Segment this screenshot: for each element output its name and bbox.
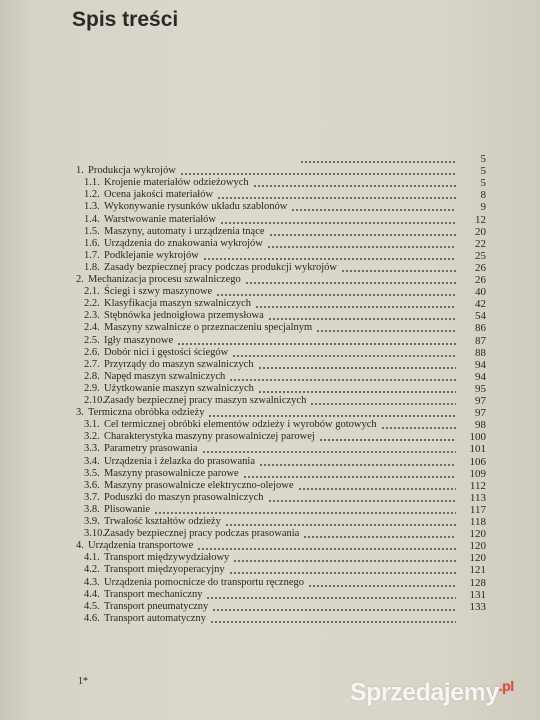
toc-entry xyxy=(0,589,540,601)
toc-entry xyxy=(0,201,540,213)
signature-mark: 1* xyxy=(78,676,88,687)
toc-entry xyxy=(0,419,540,431)
toc-entry xyxy=(0,347,540,359)
toc-entry-number: 4.2. xyxy=(84,564,100,576)
dot-leader xyxy=(217,197,456,199)
toc-entry-title: Cel termicznej obróbki elementów odzieży i wyrobów gotowych xyxy=(104,419,377,431)
dot-leader xyxy=(177,343,456,345)
toc-entry-page: 106 xyxy=(469,455,486,468)
toc-entry-title: Parametry prasowania xyxy=(104,443,198,455)
dot-leader xyxy=(258,367,456,369)
toc-entry-number: 2.10. xyxy=(84,395,105,406)
dot-leader xyxy=(258,391,456,393)
toc-entry-title: Urządzenia do znakowania wykrojów xyxy=(104,237,263,249)
toc-entry xyxy=(0,238,540,250)
dot-leader xyxy=(259,464,456,466)
toc-entry-page: 25 xyxy=(475,249,486,262)
toc-entry xyxy=(0,528,540,540)
toc-entry-number: 3.2. xyxy=(84,431,100,443)
toc-entry xyxy=(0,189,540,201)
toc-entry-number: 4.4. xyxy=(84,588,100,600)
dot-leader xyxy=(255,306,456,308)
toc-entry-title: Urządzenia transportowe xyxy=(88,540,194,552)
dot-leader xyxy=(232,355,456,357)
toc-entry xyxy=(0,577,540,589)
dot-leader xyxy=(203,258,456,260)
toc-entry xyxy=(0,456,540,468)
dot-leader xyxy=(210,621,456,623)
toc-entry-title: Transport pneumatyczny xyxy=(104,600,209,612)
dot-leader xyxy=(154,512,456,514)
toc-entry xyxy=(0,516,540,528)
toc-entry-number: 2.9. xyxy=(84,382,100,394)
toc-entry xyxy=(0,480,540,492)
toc-entry-page: 128 xyxy=(469,576,486,589)
toc-entry-title: Napęd maszyn szwalniczych xyxy=(104,370,226,382)
toc-entry-page: 5 xyxy=(480,177,486,190)
toc-entry-title: Maszyny prasowalnicze elektryczno-olejowe xyxy=(104,479,294,491)
toc-entry-number: 4.5. xyxy=(84,600,100,612)
toc-entry-page: 118 xyxy=(469,516,486,528)
dot-leader xyxy=(197,548,456,550)
toc-entry-number: 2.2. xyxy=(84,298,100,310)
dot-leader xyxy=(303,536,456,538)
toc-entry-page: 94 xyxy=(475,370,486,383)
toc-entry-title: Stębnówka jednoigłowa przemysłowa xyxy=(104,310,264,322)
toc-entry-page: 113 xyxy=(469,491,486,504)
dot-leader xyxy=(245,282,456,284)
toc-entry xyxy=(0,310,540,322)
toc-entry-number: 4.6. xyxy=(84,612,100,624)
dot-leader xyxy=(229,572,456,574)
toc-entry xyxy=(0,286,540,298)
toc-entry xyxy=(0,359,540,371)
toc-entry-page: 40 xyxy=(475,286,486,299)
dot-leader xyxy=(212,609,456,611)
toc-entry xyxy=(0,407,540,419)
toc-entry-title: Maszyny prasowalnicze parowe xyxy=(104,467,239,479)
toc-entry-number: 4. xyxy=(76,540,84,552)
toc-entry-page: 97 xyxy=(475,407,486,420)
toc-entry-page: 87 xyxy=(475,334,486,347)
toc-entry-page: 133 xyxy=(469,600,486,613)
dot-leader xyxy=(319,439,456,441)
toc-entry-number: 1.1. xyxy=(84,177,100,189)
toc-entry-page: 109 xyxy=(469,467,486,480)
toc-entry-title: Ściegi i szwy maszynowe xyxy=(104,286,213,298)
toc-entry-title: Produkcja wykrojów xyxy=(88,165,176,177)
toc-entry xyxy=(0,540,540,552)
toc-entry-page: 54 xyxy=(475,310,486,323)
dot-leader xyxy=(202,451,456,453)
toc-entry-page: 9 xyxy=(480,201,486,214)
toc-entry xyxy=(0,214,540,226)
toc-entry-title: Klasyfikacja maszyn szwalniczych xyxy=(104,298,251,310)
toc-entry-number: 2.8. xyxy=(84,370,100,382)
toc-entry-page: 120 xyxy=(469,540,486,553)
dot-leader xyxy=(216,294,456,296)
toc-entry-page: 88 xyxy=(475,346,486,359)
toc-entry xyxy=(0,504,540,516)
toc-entry xyxy=(0,153,540,165)
toc-entry-title: Warstwowanie materiałów xyxy=(104,213,216,225)
dot-leader xyxy=(180,173,456,175)
toc-entry-number: 2.3. xyxy=(84,310,100,322)
toc-entry-title: Urządzenia i żelazka do prasowania xyxy=(104,455,255,467)
toc-entry-number: 3. xyxy=(76,407,84,419)
toc-entry xyxy=(0,492,540,504)
toc-entry-page: 120 xyxy=(469,528,486,541)
dot-leader xyxy=(229,379,456,381)
toc-entry-number: 3.3. xyxy=(84,443,100,455)
toc-entry-title: Maszyny szwalnicze o przeznaczeniu specjalnym xyxy=(104,322,313,334)
toc-entry-title: Ocena jakości materiałów xyxy=(104,189,214,201)
toc-entry xyxy=(0,395,540,407)
watermark-suffix: .pl xyxy=(498,678,514,694)
toc-entry xyxy=(0,601,540,613)
toc-entry xyxy=(0,165,540,177)
toc-entry-page: 5 xyxy=(480,165,486,178)
toc-entry-page: 12 xyxy=(475,213,486,226)
dot-leader xyxy=(233,560,456,562)
toc-entry-title: Trwałość kształtów odzieży xyxy=(104,516,221,527)
toc-entry-title: Charakterystyka maszyny prasowalniczej parowej xyxy=(104,431,315,443)
dot-leader xyxy=(341,270,456,272)
toc-entry-number: 3.10. xyxy=(84,528,105,540)
toc-entry-page: 98 xyxy=(475,419,486,432)
toc-entry-title: Podklejanie wykrojów xyxy=(104,249,199,261)
toc-entry-title: Transport międzywydziałowy xyxy=(104,552,230,564)
toc-entry-number: 3.5. xyxy=(84,467,100,479)
toc-entry-title: Zasady bezpiecznej pracy maszyn szwalniczych xyxy=(104,395,307,406)
toc-entry-page: 112 xyxy=(469,479,486,492)
toc-entry-number: 3.9. xyxy=(84,516,100,527)
toc-entry-page: 26 xyxy=(475,274,486,286)
toc-entry-page: 131 xyxy=(469,588,486,601)
toc-entry-title: Transport międzyoperacyjny xyxy=(104,564,225,576)
toc-entry-title: Igły maszynowe xyxy=(104,334,174,346)
toc-entry-number: 1.5. xyxy=(84,225,100,237)
toc-entry xyxy=(0,226,540,238)
dot-leader xyxy=(206,597,456,599)
toc-entry-page: 42 xyxy=(475,298,486,311)
toc-entry xyxy=(0,443,540,455)
toc-entry-number: 2.7. xyxy=(84,358,100,370)
toc-entry-page: 95 xyxy=(475,382,486,395)
toc-entry-number: 1.2. xyxy=(84,189,100,201)
dot-leader xyxy=(208,415,456,417)
toc-entry-number: 4.3. xyxy=(84,576,100,588)
toc-entry-page: 101 xyxy=(469,443,486,456)
toc-entry-number: 3.8. xyxy=(84,503,100,515)
dot-leader xyxy=(300,161,456,163)
toc-entry-title: Transport automatyczny xyxy=(104,612,206,624)
dot-leader xyxy=(268,500,456,502)
toc-entry-number: 1.7. xyxy=(84,249,100,261)
toc-entry-number: 1. xyxy=(76,165,84,177)
dot-leader xyxy=(220,222,456,224)
toc-entry-page: 20 xyxy=(475,225,486,238)
toc-entry-title: Krojenie materiałów odzieżowych xyxy=(104,177,249,189)
toc-entry xyxy=(0,298,540,310)
page-title: Spis treści xyxy=(72,8,179,31)
toc-entry xyxy=(0,322,540,334)
dot-leader xyxy=(267,246,456,248)
toc-entry-number: 3.6. xyxy=(84,479,100,491)
toc-entry-page: 117 xyxy=(469,503,486,516)
toc-entry-title: Zasady bezpiecznej pracy podczas prasowania xyxy=(104,528,300,540)
toc-entry-title: Poduszki do maszyn prasowalniczych xyxy=(104,491,264,503)
toc-entry-number: 1.6. xyxy=(84,237,100,249)
toc-entry-title: Przyrządy do maszyn szwalniczych xyxy=(104,358,254,370)
toc-entry-number: 2. xyxy=(76,274,84,285)
dot-leader xyxy=(316,330,456,332)
toc-entry-page: 8 xyxy=(480,189,486,202)
dot-leader xyxy=(310,403,456,405)
toc-entry-title: Zasady bezpiecznej pracy podczas produkcji wykrojów xyxy=(104,261,337,273)
toc-entry-page: 97 xyxy=(475,395,486,407)
toc-entry-number: 2.6. xyxy=(84,346,100,358)
toc-entry-title: Termiczna obróbka odzieży xyxy=(88,407,205,419)
toc-entry-title: Dobór nici i gęstości ściegów xyxy=(104,346,229,358)
toc-entry xyxy=(0,250,540,262)
toc-entry-title: Urządzenia pomocnicze do transportu ręcznego xyxy=(104,576,304,588)
toc-entry xyxy=(0,431,540,443)
toc-entry-page: 94 xyxy=(475,358,486,371)
toc-entry-title: Transport mechaniczny xyxy=(104,588,203,600)
toc-entry-number: 2.1. xyxy=(84,286,100,298)
toc-entry-number: 3.1. xyxy=(84,419,100,431)
toc-entry-page: 100 xyxy=(469,431,486,444)
toc-entry-page: 5 xyxy=(480,153,486,165)
toc-entry-number: 1.3. xyxy=(84,201,100,213)
watermark-text: Sprzedajemy xyxy=(350,678,499,707)
toc-entry-page: 86 xyxy=(475,322,486,335)
toc-entry-number: 3.7. xyxy=(84,491,100,503)
dot-leader xyxy=(269,234,456,236)
dot-leader xyxy=(291,209,456,211)
dot-leader xyxy=(225,524,456,526)
toc-entry xyxy=(0,177,540,189)
toc-entry xyxy=(0,262,540,274)
toc-entry-number: 1.8. xyxy=(84,261,100,273)
toc-entry-number: 2.4. xyxy=(84,322,100,334)
dot-leader xyxy=(308,585,456,587)
toc-entry-page: 22 xyxy=(475,237,486,250)
toc-entry xyxy=(0,552,540,564)
toc-trailing-page xyxy=(460,625,486,637)
toc-entry-number: 4.1. xyxy=(84,552,100,564)
dot-leader xyxy=(243,476,456,478)
dot-leader xyxy=(253,185,456,187)
dot-leader xyxy=(298,488,456,490)
toc-entry-number: 1.4. xyxy=(84,213,100,225)
toc-entry-number: 3.4. xyxy=(84,455,100,467)
toc-entry xyxy=(0,274,540,286)
toc-entry xyxy=(0,613,540,625)
toc-entry xyxy=(0,564,540,576)
toc-entry-number: 2.5. xyxy=(84,334,100,346)
toc-entry-title: Wykonywanie rysunków układu szablonów xyxy=(104,201,288,213)
toc-entry-title: Użytkowanie maszyn szwalniczych xyxy=(104,382,254,394)
toc-entry-title: Plisowanie xyxy=(104,503,151,515)
toc-entry-page: 120 xyxy=(469,552,486,565)
toc-entry-title: Maszyny, automaty i urządzenia tnące xyxy=(104,225,265,237)
toc-entry-page: 121 xyxy=(469,564,486,577)
toc-entry-title: Mechanizacja procesu szwalniczego xyxy=(88,274,241,285)
toc-entry-page: 26 xyxy=(475,261,486,274)
dot-leader xyxy=(381,427,456,429)
toc-entry xyxy=(0,383,540,395)
toc-entry xyxy=(0,335,540,347)
toc-entry xyxy=(0,468,540,480)
watermark-logo xyxy=(350,678,514,707)
toc-entry xyxy=(0,371,540,383)
dot-leader xyxy=(268,318,456,320)
